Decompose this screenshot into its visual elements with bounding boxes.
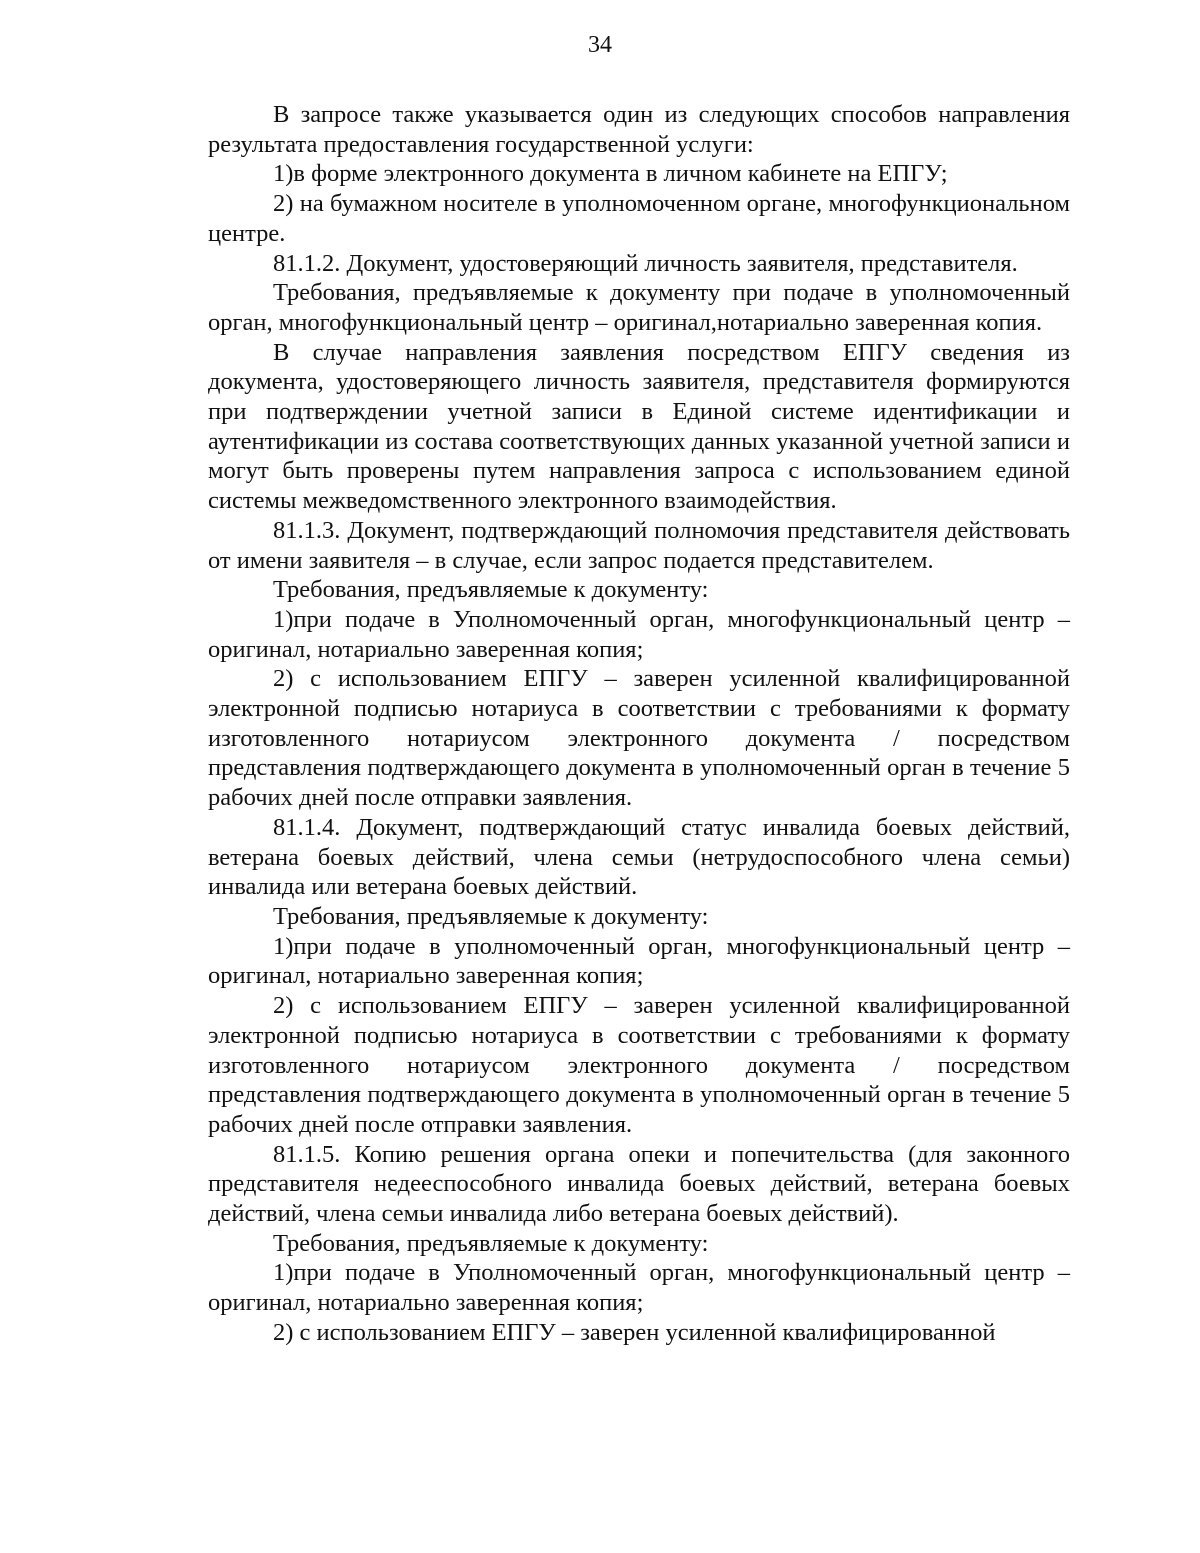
paragraph-method-1: 1)в форме электронного документа в личном кабинете на ЕПГУ; bbox=[273, 160, 948, 188]
paragraph-requirements-heading: Требования, предъявляемые к документу: bbox=[273, 576, 709, 604]
paragraph-section-81-1-4: 81.1.4. Документ, подтверждающий статус инвалида боевых действий, ветерана боевых действий, члена семьи (нетрудоспособного члена семьи) инвалида или ветерана боевых действий. bbox=[208, 813, 1070, 901]
paragraph-result-delivery-methods: В запросе также указывается один из следующих способов направления результата предоставления государственной услуги: bbox=[208, 101, 1070, 158]
paragraph-requirements-heading: Требования, предъявляемые к документу: bbox=[273, 902, 709, 930]
paragraph-requirements-81-1-2: Требования, предъявляемые к документу при подаче в уполномоченный орган, многофункциональный центр – оригинал,нотариально заверенная копия. bbox=[208, 279, 1070, 336]
paragraph-requirements-heading: Требования, предъявляемые к документу: bbox=[273, 1229, 709, 1257]
page-number: 34 bbox=[588, 32, 612, 58]
paragraph-method-2: 2) на бумажном носителе в уполномоченном органе, многофункциональном центре. bbox=[208, 190, 1070, 247]
paragraph-requirement-1: 1)при подаче в Уполномоченный орган, многофункциональный центр – оригинал, нотариально заверенная копия; bbox=[208, 605, 1070, 663]
paragraph-section-81-1-2: 81.1.2. Документ, удостоверяющий личность заявителя, представителя. bbox=[273, 249, 1018, 277]
paragraph-requirement-2: 2) с использованием ЕПГУ – заверен усиленной квалифицированной электронной подписью нотариуса в соответствии с требованиями к формату изготовленного нотариусом электронного документа / посредством представления подтверждающего документа в уполномоченный орган в течение 5 рабочих дней после отправки заявления. bbox=[208, 665, 1070, 812]
paragraph-requirement-2-partial: 2) с использованием ЕПГУ – заверен усиленной квалифицированной bbox=[273, 1318, 996, 1346]
paragraph-requirement-2: 2) с использованием ЕПГУ – заверен усиленной квалифицированной электронной подписью нотариуса в соответствии с требованиями к формату изготовленного нотариусом электронного документа / посредством представления подтверждающего документа в уполномоченный орган в течение 5 рабочих дней после отправки заявления. bbox=[208, 992, 1070, 1138]
paragraph-section-81-1-5: 81.1.5. Копию решения органа опеки и попечительства (для законного представителя недееспособного инвалида боевых действий, ветерана боевых действий, члена семьи инвалида либо ветерана боевых действий). bbox=[208, 1140, 1070, 1228]
document-body bbox=[208, 100, 1070, 1348]
paragraph-requirement-1: 1)при подаче в Уполномоченный орган, многофункциональный центр – оригинал, нотариально заверенная копия; bbox=[208, 1259, 1070, 1317]
paragraph-requirement-1: 1)при подаче в уполномоченный орган, многофункциональный центр – оригинал, нотариально заверенная копия; bbox=[208, 932, 1070, 990]
paragraph-epgu-identity-info: В случае направления заявления посредством ЕПГУ сведения из документа, удостоверяющего личность заявителя, представителя формируются при подтверждении учетной записи в Единой системе идентификации и аутентификации из состава соответствующих данных указанной учетной записи и могут быть проверены путем направления запроса с использованием единой системы межведомственного электронного взаимодействия. bbox=[208, 338, 1070, 515]
paragraph-section-81-1-3: 81.1.3. Документ, подтверждающий полномочия представителя действовать от имени заявителя – в случае, если запрос подается представителем. bbox=[208, 516, 1070, 574]
